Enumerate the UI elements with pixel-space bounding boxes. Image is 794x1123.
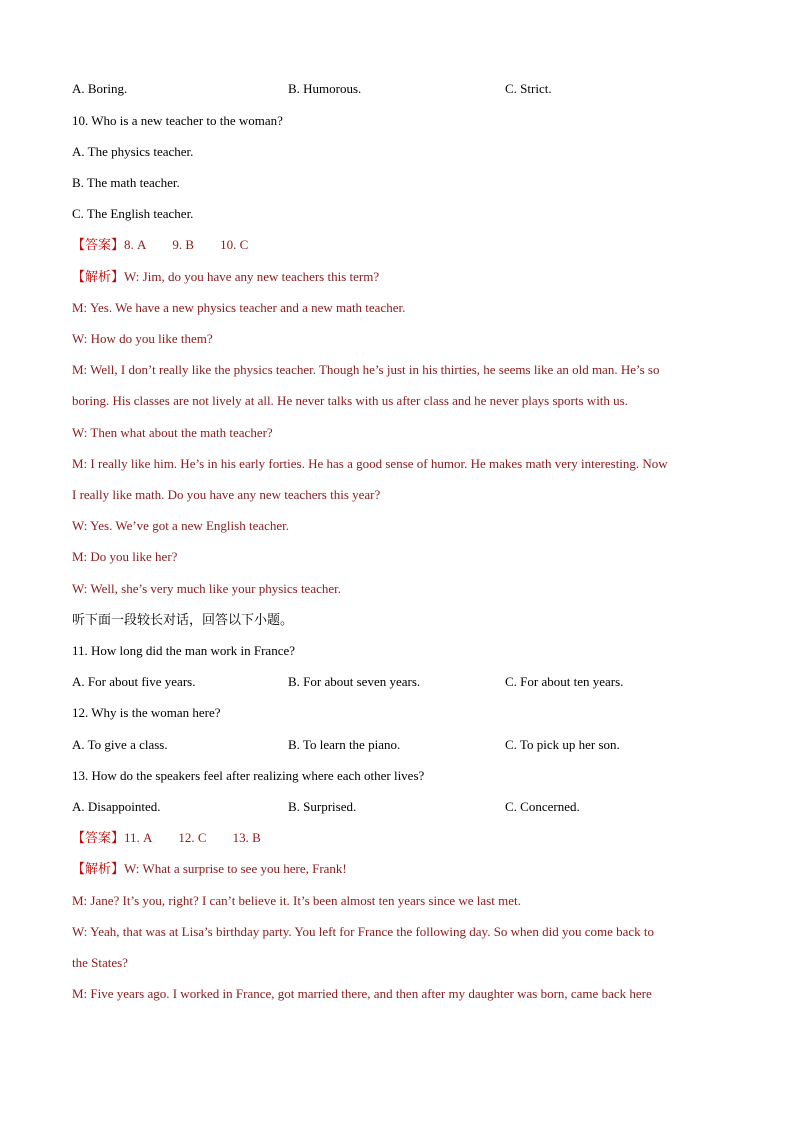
transcript-line: W: Yeah, that was at Lisa’s birthday party. You left for France the following day. So when did you come back to [72, 924, 654, 939]
transcript-line: W: Yes. We’ve got a new English teacher. [72, 518, 290, 533]
transcript-line: M: Five years ago. I worked in France, got married there, and then after my daughter was born, came back here [72, 986, 652, 1001]
transcript-line: M: Well, I don’t really like the physics teacher. Though he’s just in his thirties, he seems like an old man. He’s so [72, 362, 660, 377]
transcript-line: M: Yes. We have a new physics teacher and a new math teacher. [72, 300, 406, 315]
q9-option-c: C. Strict. [505, 81, 552, 96]
transcript-line: M: Do you like her? [72, 549, 178, 564]
answer-tag: 【答案】 [72, 237, 125, 252]
q12-option-a: A. To give a class. [72, 737, 168, 752]
answer-values: 11. A 12. C 13. B [124, 830, 261, 845]
analysis-tag: 【解析】 [72, 861, 125, 876]
q10-question: 10. Who is a new teacher to the woman? [72, 113, 283, 128]
transcript-line: W: What a surprise to see you here, Frank! [124, 861, 347, 876]
q11-option-b: B. For about seven years. [288, 674, 421, 689]
transcript-line: I really like math. Do you have any new teachers this year? [72, 487, 381, 502]
q13-option-c: C. Concerned. [505, 799, 580, 814]
answer-tag: 【答案】 [72, 830, 125, 845]
q10-option-b: B. The math teacher. [72, 175, 180, 190]
q11-question: 11. How long did the man work in France? [72, 643, 295, 658]
transcript-line: M: Jane? It’s you, right? I can’t believe it. It’s been almost ten years since we last met. [72, 893, 521, 908]
q10-option-c: C. The English teacher. [72, 206, 194, 221]
transcript-line: W: How do you like them? [72, 331, 213, 346]
q12-option-b: B. To learn the piano. [288, 737, 401, 752]
answer-line-1 [72, 237, 248, 253]
transcript-line: W: Jim, do you have any new teachers this term? [124, 269, 380, 284]
q10-option-a: A. The physics teacher. [72, 144, 194, 159]
transcript-line: boring. His classes are not lively at all. He never talks with us after class and he never plays sports with us. [72, 393, 628, 408]
analysis-line-first [72, 861, 347, 877]
q11-option-a: A. For about five years. [72, 674, 196, 689]
section-instruction: 听下面一段较长对话，回答以下小题。 [72, 612, 294, 627]
q13-question: 13. How do the speakers feel after realizing where each other lives? [72, 768, 425, 783]
q13-option-b: B. Surprised. [288, 799, 357, 814]
q9-option-a: A. Boring. [72, 81, 128, 96]
transcript-line: the States? [72, 955, 128, 970]
q13-option-a: A. Disappointed. [72, 799, 161, 814]
q12-question: 12. Why is the woman here? [72, 705, 221, 720]
analysis-tag: 【解析】 [72, 269, 125, 284]
q11-option-c: C. For about ten years. [505, 674, 624, 689]
answer-line-2 [72, 830, 261, 846]
answer-values: 8. A 9. B 10. C [124, 237, 249, 252]
analysis-line-first [72, 269, 379, 285]
q12-option-c: C. To pick up her son. [505, 737, 620, 752]
transcript-line: W: Then what about the math teacher? [72, 425, 273, 440]
transcript-line: M: I really like him. He’s in his early forties. He has a good sense of humor. He makes math very interesting. Now [72, 456, 668, 471]
q9-option-b: B. Humorous. [288, 81, 362, 96]
transcript-line: W: Well, she’s very much like your physics teacher. [72, 581, 341, 596]
